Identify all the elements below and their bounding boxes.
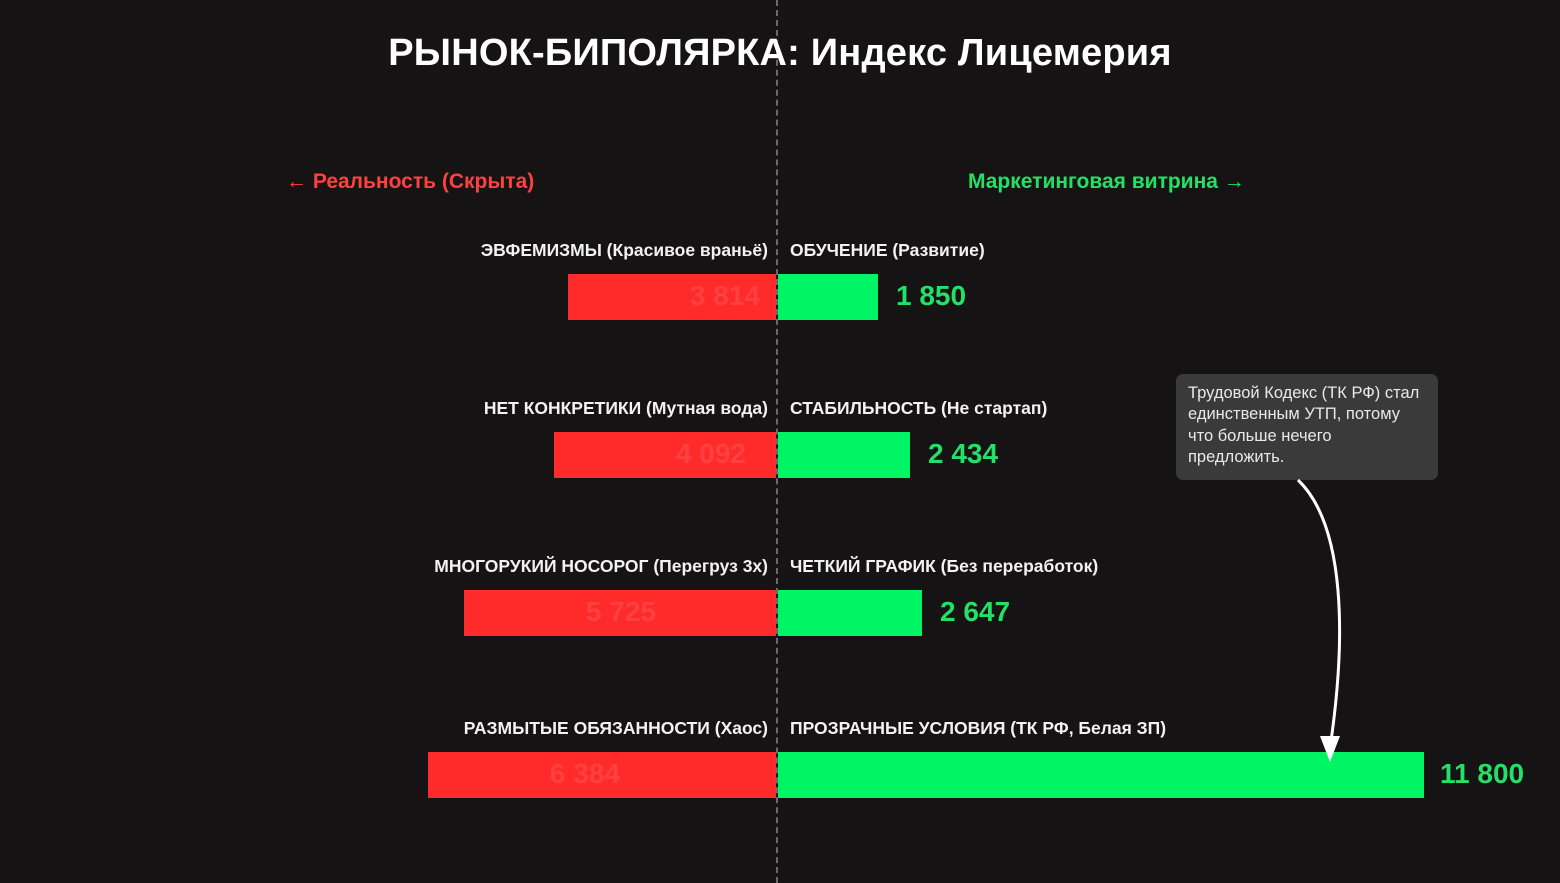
- bar-right: [778, 752, 1424, 798]
- value-right: 1 850: [896, 280, 967, 311]
- row-labels: [0, 718, 1560, 742]
- row-labels: [0, 556, 1560, 580]
- row-label-left: ЭВФЕМИЗМЫ (Красивое враньё): [480, 240, 768, 260]
- chart-title: РЫНОК-БИПОЛЯРКА: Индекс Лицемерия: [388, 32, 1172, 74]
- value-left: 4 092: [675, 438, 746, 469]
- value-left: 5 725: [585, 596, 656, 627]
- value-right: 2 434: [928, 438, 999, 469]
- value-right: 11 800: [1440, 758, 1525, 789]
- row-labels: [0, 240, 1560, 264]
- row-label-left: РАЗМЫТЫЕ ОБЯЗАННОСТИ (Хаос): [463, 718, 768, 738]
- annotation-note: Трудовой Кодекс (ТК РФ) стал единственным УТП, потому что больше нечего предложить.: [1176, 374, 1438, 480]
- legend-right: Маркетинговая витрина →: [968, 170, 1245, 193]
- legend-left: ← Реальность (Скрыта): [286, 170, 535, 193]
- value-left: 3 814: [689, 280, 760, 311]
- bar-right: [778, 274, 878, 320]
- row-label-right: ЧЕТКИЙ ГРАФИК (Без переработок): [790, 556, 1099, 576]
- row-bars: [0, 274, 1560, 320]
- row-label-right: СТАБИЛЬНОСТЬ (Не стартап): [790, 398, 1048, 418]
- bar-right: [778, 432, 910, 478]
- row-label-right: ПРОЗРАЧНЫЕ УСЛОВИЯ (ТК РФ, Белая ЗП): [790, 718, 1167, 738]
- value-right: 2 647: [940, 596, 1011, 627]
- row-label-left: НЕТ КОНКРЕТИКИ (Мутная вода): [483, 398, 768, 418]
- row-label-left: МНОГОРУКИЙ НОСОРОГ (Перегруз 3x): [434, 556, 768, 576]
- row-label-right: ОБУЧЕНИЕ (Развитие): [790, 240, 985, 260]
- value-left: 6 384: [549, 758, 620, 789]
- row-bars: [0, 590, 1560, 636]
- bar-right: [778, 590, 922, 636]
- row-bars: [0, 752, 1560, 798]
